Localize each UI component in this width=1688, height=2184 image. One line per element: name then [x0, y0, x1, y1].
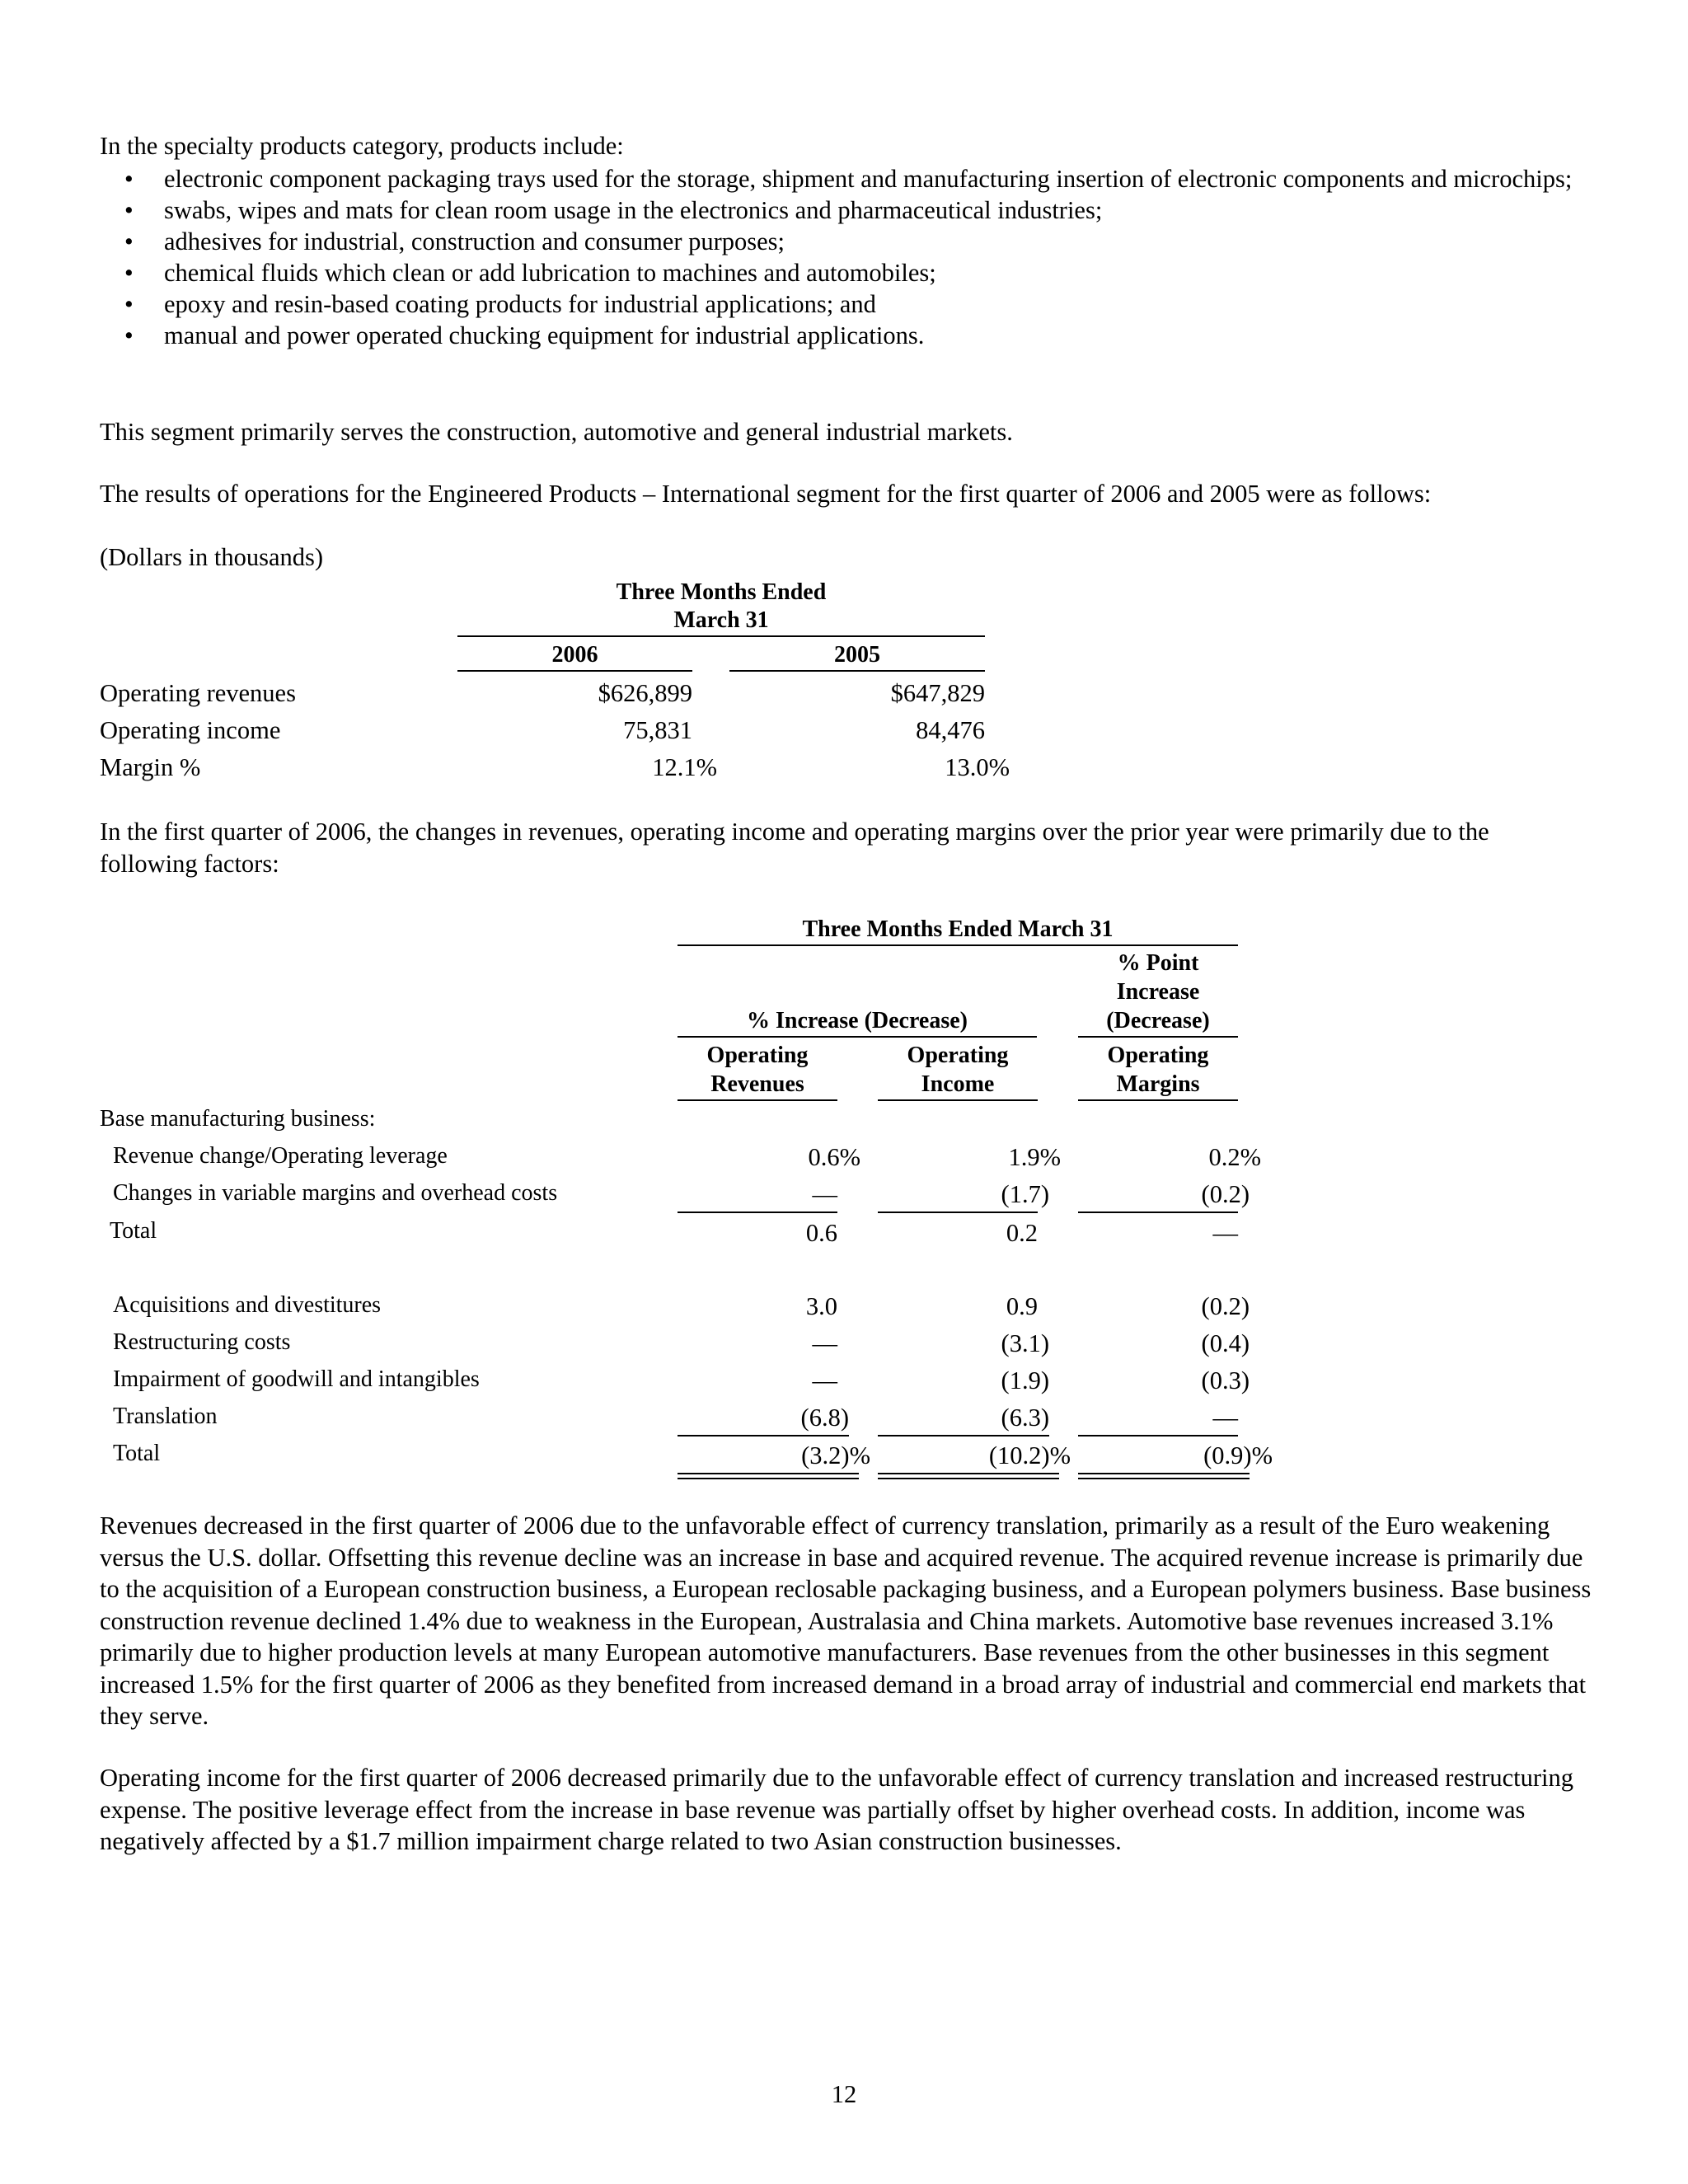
table2-title-rule	[678, 944, 1238, 946]
table2-cell: —	[812, 1180, 837, 1208]
table2-cell: (1.9)	[1001, 1366, 1049, 1394]
col-margins-line1: Operating	[1107, 1043, 1209, 1068]
table2-double-rule	[878, 1473, 1059, 1479]
table2-cell: —	[1212, 1219, 1238, 1247]
col-margins-line2: Margins	[1116, 1071, 1200, 1097]
table2-title: Three Months Ended March 31	[802, 916, 1114, 942]
pct-point-line2: Increase	[1116, 979, 1200, 1005]
page-number: 12	[831, 2080, 857, 2108]
table2-row-label: Translation	[113, 1404, 218, 1429]
table2-cell: (0.2)	[1201, 1180, 1250, 1208]
table2-cell: (0.2)	[1201, 1292, 1250, 1320]
table1-row-label: Operating revenues	[100, 679, 296, 707]
list-item: • chemical fluids which clean or add lubrication to machines and automobiles;	[124, 259, 936, 287]
table1-row-label: Margin %	[100, 753, 201, 781]
table2-row-label: Impairment of goodwill and intangibles	[113, 1366, 480, 1392]
results-intro-text: The results of operations for the Engineered Products – International segment for the first quarter of 2006 and 2005 were as follows:	[100, 480, 1432, 508]
table2-cell: (0.3)	[1201, 1366, 1250, 1394]
table2-total-rule	[878, 1435, 1049, 1436]
list-item: • adhesives for industrial, construction and consumer purposes;	[124, 227, 785, 255]
list-item: • electronic component packaging trays used for the storage, shipment and manufacturing insertion of electronic components and microchips;	[124, 165, 1573, 193]
pct-change-header: % Increase (Decrease)	[747, 1008, 968, 1033]
table2-row-label: Restructuring costs	[113, 1329, 291, 1355]
table2-total-rule	[678, 1435, 849, 1436]
table2-row-label: Changes in variable margins and overhead costs	[113, 1180, 558, 1206]
table1-cell: $626,899	[598, 679, 692, 707]
table2-subtotal-rule	[1078, 1212, 1238, 1213]
table2-subtotal-rule	[878, 1212, 1038, 1213]
table2-double-rule	[678, 1473, 859, 1479]
table2-row-label: Total	[110, 1218, 157, 1244]
col-income-line1: Operating	[907, 1043, 1009, 1068]
table2-cell: —	[812, 1329, 837, 1357]
table2-group-rule	[1078, 1036, 1238, 1038]
col-revenues-line2: Revenues	[710, 1071, 804, 1097]
table1-header-rule	[457, 635, 985, 637]
table2-cell: (6.8)	[800, 1404, 849, 1432]
segment-markets-text: This segment primarily serves the construction, automotive and general industrial markets.	[100, 418, 1013, 446]
table2-double-rule	[1078, 1473, 1250, 1479]
list-item: • manual and power operated chucking equipment for industrial applications.	[124, 321, 925, 349]
table2-cell: —	[1212, 1404, 1238, 1432]
table2-cell: 0.2%	[1208, 1143, 1261, 1171]
table2-cell: 0.6%	[808, 1143, 860, 1171]
table1-cell: 13.0%	[945, 753, 1010, 781]
table1-cell: $647,829	[890, 679, 985, 707]
table1-col-2005: 2005	[834, 642, 880, 668]
table1-header-line1: Three Months Ended	[616, 579, 827, 605]
bullet-icon: •	[124, 290, 134, 318]
table2-cell: —	[812, 1366, 837, 1394]
section-label: Base manufacturing business:	[100, 1106, 376, 1132]
table2-row-label: Revenue change/Operating leverage	[113, 1143, 448, 1169]
table2-cell: (1.7)	[1001, 1180, 1049, 1208]
table2-cell: (3.1)	[1001, 1329, 1049, 1357]
table1-row-label: Operating income	[100, 716, 281, 744]
table1-col-rule	[457, 670, 692, 672]
bullet-icon: •	[124, 165, 134, 193]
pct-point-line1: % Point	[1117, 950, 1199, 976]
list-item: • swabs, wipes and mats for clean room usage in the electronics and pharmaceutical industries;	[124, 196, 1103, 224]
table2-total-rule	[1078, 1435, 1238, 1436]
pct-point-line3: (Decrease)	[1106, 1008, 1210, 1033]
table2-cell: 0.6	[805, 1219, 837, 1247]
table1-cell: 75,831	[623, 716, 692, 744]
table2-subtotal-rule	[678, 1212, 837, 1213]
table1-col-2006: 2006	[551, 642, 598, 668]
bullet-icon: •	[124, 196, 134, 224]
table2-row-label: Acquisitions and divestitures	[113, 1292, 382, 1318]
table1-header-line2: March 31	[673, 607, 769, 633]
table2-col-rule	[878, 1099, 1038, 1101]
table2-cell: 1.9%	[1008, 1143, 1061, 1171]
table2-group-rule	[678, 1036, 1037, 1038]
revenue-paragraph: Revenues decreased in the first quarter of 2006 due to the unfavorable effect of currency translation, primarily as a result of the Euro weakening versus the U.S. dollar. Offsetting this revenue decline was an increase in base and acquired revenue. The acquired revenue increase is primarily due to the acquisition of a European construction business, a European reclosable packaging business, and a European polymers business. Base business construction revenue declined 1.4% due to weakness in the European, Australasia and China markets. Automotive base revenues increased 3.1% primarily due to higher production levels at many European automotive manufacturers. Base revenues from the other businesses in this segment increased 1.5% for the first quarter of 2006 as they benefited from increased demand in a broad array of industrial and commercial end markets that they serve.	[100, 1511, 1592, 1730]
col-income-line2: Income	[921, 1071, 995, 1097]
bullet-icon: •	[124, 227, 134, 255]
table2-cell: (0.9)%	[1203, 1441, 1273, 1469]
table2-cell: (0.4)	[1201, 1329, 1250, 1357]
table1-cell: 12.1%	[652, 753, 717, 781]
table2-row-label: Total	[113, 1441, 161, 1466]
table2-cell: (6.3)	[1001, 1404, 1049, 1432]
table1-col-rule	[729, 670, 985, 672]
product-list	[100, 163, 1583, 351]
table2-col-rule	[678, 1099, 837, 1101]
table2-col-rule	[1078, 1099, 1238, 1101]
intro-text: In the specialty products category, products include:	[100, 132, 624, 160]
bullet-icon: •	[124, 259, 134, 287]
income-paragraph: Operating income for the first quarter of 2006 decreased primarily due to the unfavorable effect of currency translation and increased restructuring expense. The positive leverage effect from the increase in base revenue was partially offset by higher overhead costs. In addition, income was negatively affected by a $1.7 million impairment charge related to two Asian construction businesses.	[100, 1764, 1574, 1855]
table2-cell: (3.2)%	[801, 1441, 870, 1469]
col-revenues-line1: Operating	[706, 1043, 809, 1068]
table1-cell: 84,476	[916, 716, 985, 744]
bullet-icon: •	[124, 321, 134, 349]
table2-cell: 0.2	[1006, 1219, 1038, 1247]
dollars-note: (Dollars in thousands)	[100, 543, 324, 571]
table2-cell: 0.9	[1006, 1292, 1038, 1320]
table2-cell: 3.0	[805, 1292, 837, 1320]
table2-cell: (10.2)%	[988, 1441, 1071, 1469]
list-item: • epoxy and resin-based coating products for industrial applications; and	[124, 290, 876, 318]
factors-intro-text: In the first quarter of 2006, the changes in revenues, operating income and operating margins over the prior year were primarily due to the following factors:	[100, 818, 1489, 878]
